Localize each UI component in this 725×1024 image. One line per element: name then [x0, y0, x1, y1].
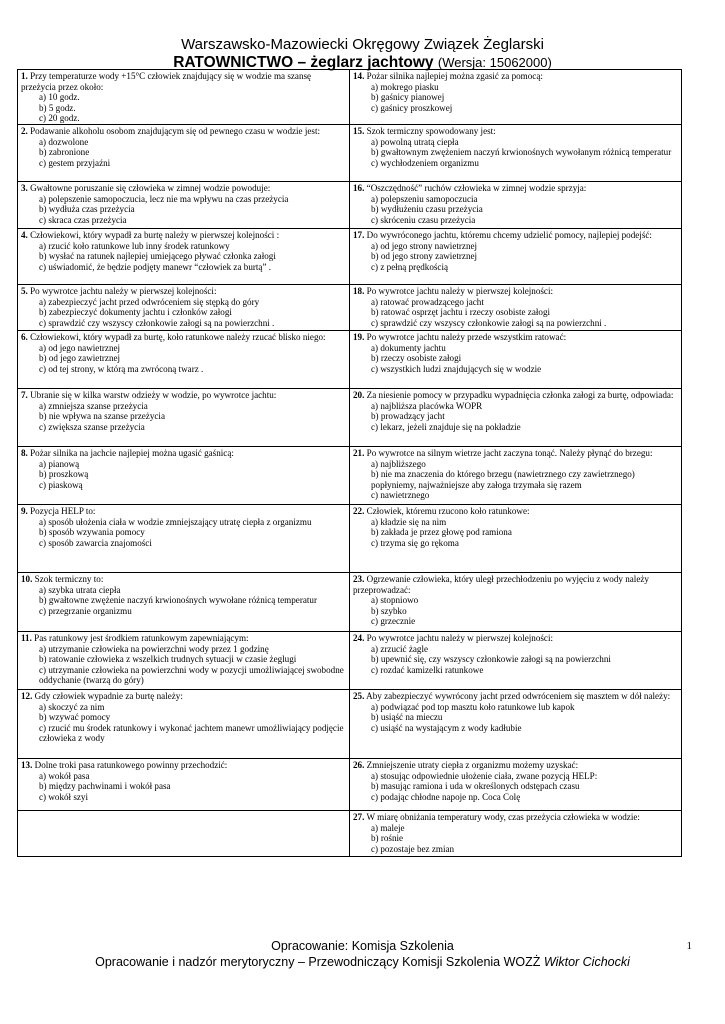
- answer-list: [353, 297, 678, 329]
- question-row: [18, 389, 682, 447]
- question-body: W miarę obniżania temperatury wody, czas przeżycia człowieka w wodzie:: [366, 812, 640, 822]
- question-body: Dolne troki pasa ratunkowego powinny przechodzić:: [34, 760, 228, 770]
- answer-option: b) między pachwinami i wokół pasa: [39, 781, 171, 792]
- title-version: (Wersja: 15062000): [437, 55, 552, 70]
- question-cell: [350, 505, 682, 573]
- title-main: RATOWNICTWO – żeglarz jachtowy: [173, 54, 434, 71]
- question-number: 14.: [353, 71, 365, 81]
- question-row: [18, 759, 682, 811]
- question-text: [353, 230, 678, 241]
- answer-option: c) gestem przyjaźni: [39, 157, 111, 168]
- answer-option: c) utrzymanie człowieka na powierzchni wody w pozycji umożliwiającej swobodne oddychanie (twarzą do góry): [39, 664, 344, 686]
- footer-line-2: [0, 954, 725, 970]
- answer-option: c) pozostaje bez zmian: [371, 843, 455, 854]
- answer-option: c) wychłodzeniem organizmu: [371, 157, 479, 168]
- question-number: 15.: [353, 126, 365, 136]
- answer-option: a) pianową: [39, 458, 80, 469]
- question-body: Za niesienie pomocy w przypadku wypadnięcia członka załogi za burtę, odpowiada:: [366, 390, 674, 400]
- answer-option: b) sposób wzywania pomocy: [39, 527, 145, 538]
- question-cell: [18, 505, 350, 573]
- footer-line-2-prefix: Opracowanie i nadzór merytoryczny – Przewodniczący Komisji Szkolenia WOZŻ: [95, 955, 544, 969]
- question-number: 25.: [353, 691, 365, 701]
- answer-option: c) gaśnicy proszkowej: [371, 102, 453, 113]
- answer-option: b) usiąść na mieczu: [371, 712, 443, 723]
- question-cell: [350, 389, 682, 447]
- answer-list: [21, 401, 346, 433]
- question-text: [21, 691, 346, 702]
- question-cell: [18, 331, 350, 389]
- answer-list: [21, 194, 346, 226]
- answer-option: a) polepszeniu samopoczucia: [371, 193, 478, 204]
- question-body: Po wywrotce jachtu należy przede wszystkim ratować:: [366, 332, 567, 342]
- question-body: Podawanie alkoholu osobom znajdującym się od pewnego czasu w wodzie jest:: [30, 126, 321, 136]
- answer-list: [353, 343, 678, 375]
- question-number: 5.: [21, 286, 28, 296]
- answer-option: b) od jego strony zawietrznej: [371, 251, 478, 262]
- question-text: [353, 633, 678, 644]
- question-body: Ubranie się w kilka warstw odzieży w wodzie, po wywrotce jachtu:: [30, 390, 277, 400]
- answer-option: c) wokół szyi: [39, 791, 88, 802]
- question-number: 18.: [353, 286, 365, 296]
- question-body: Pozycja HELP to:: [30, 506, 96, 516]
- answer-option: a) kładzie się na nim: [371, 516, 447, 527]
- question-body: Gwałtowne poruszanie się człowieka w zimnej wodzie powoduje:: [30, 183, 271, 193]
- answer-option: a) podwiązać pod top masztu koło ratunkowe lub kapok: [371, 701, 575, 712]
- question-cell: [18, 285, 350, 331]
- answer-option: a) mokrego piasku: [371, 81, 439, 92]
- answer-option: a) powolną utratą ciepła: [371, 136, 459, 147]
- answer-option: c) grzecznie: [371, 616, 416, 627]
- question-number: 21.: [353, 448, 365, 458]
- question-cell: [18, 70, 350, 125]
- question-number: 12.: [21, 691, 33, 701]
- answer-list: [353, 644, 678, 676]
- question-body: Pożar silnika na jachcie najlepiej można ugasić gaśnicą:: [30, 448, 234, 458]
- question-number: 7.: [21, 390, 28, 400]
- answer-list: [353, 823, 678, 855]
- answer-option: a) najbliższego: [371, 458, 426, 469]
- answer-option: a) sposób ułożenia ciała w wodzie zmniejszający utratę ciepła z organizmu: [39, 516, 312, 527]
- answer-option: a) najbliższa placówka WOPR: [371, 400, 483, 411]
- question-text: [21, 506, 346, 517]
- question-cell: [350, 70, 682, 125]
- answer-option: a) wokół pasa: [39, 770, 90, 781]
- answer-list: [21, 241, 346, 273]
- question-cell: [350, 811, 682, 857]
- question-cell: [350, 632, 682, 690]
- answer-list: [353, 771, 678, 803]
- answer-option: a) dokumenty jachtu: [371, 342, 446, 353]
- question-text: [21, 230, 346, 241]
- question-text: [353, 506, 678, 517]
- answer-option: c) usiąść na wystającym z wody kadłubie: [371, 722, 522, 733]
- question-body: Ogrzewanie człowieka, który uległ przechłodzeniu po wyjęciu z wody należy przeprowadzać:: [353, 574, 649, 595]
- question-body: Po wywrotce jachtu należy w pierwszej kolejności:: [30, 286, 217, 296]
- answer-list: [353, 82, 678, 114]
- question-body: Po wywrotce jachtu należy w pierwszej kolejności:: [366, 633, 554, 643]
- question-row: [18, 285, 682, 331]
- answer-option: c) nawietrznego: [371, 490, 430, 501]
- question-number: 10.: [21, 574, 33, 584]
- answer-option: c) uświadomić, że będzie podjęty manewr “człowiek za burtą” .: [39, 261, 272, 272]
- question-number: 13.: [21, 760, 33, 770]
- answer-option: b) wysłać na ratunek najlepiej umiejącego pływać członka załogi: [39, 251, 276, 262]
- answer-option: c) rozdać kamizelki ratunkowe: [371, 664, 484, 675]
- answer-option: b) masując ramiona i uda w określonych odstępach czasu: [371, 781, 580, 792]
- question-row: [18, 182, 682, 229]
- answer-option: c) przegrzanie organizmu: [39, 605, 132, 616]
- question-text: [21, 574, 346, 585]
- question-number: 9.: [21, 506, 28, 516]
- answer-option: b) 5 godz.: [39, 102, 76, 113]
- answer-option: a) od jego nawietrznej: [39, 342, 121, 353]
- answer-option: a) skoczyć za nim: [39, 701, 105, 712]
- question-cell: [350, 759, 682, 811]
- question-row: [18, 331, 682, 389]
- question-cell: [18, 389, 350, 447]
- question-row: [18, 229, 682, 285]
- question-text: [21, 760, 346, 771]
- question-number: 27.: [353, 812, 365, 822]
- question-row: [18, 505, 682, 573]
- question-cell: [350, 447, 682, 505]
- answer-list: [21, 644, 346, 686]
- answer-list: [353, 194, 678, 226]
- question-cell: [18, 759, 350, 811]
- answer-option: c) lekarz, jeżeli znajduje się na pokładzie: [371, 421, 521, 432]
- question-text: [353, 332, 678, 343]
- answer-list: [353, 595, 678, 627]
- question-body: Pożar silnika najlepiej można zgasić za pomocą:: [366, 71, 543, 81]
- answer-list: [21, 137, 346, 169]
- question-text: [353, 183, 678, 194]
- question-number: 16.: [353, 183, 365, 193]
- answer-list: [353, 459, 678, 501]
- question-text: [353, 691, 678, 702]
- question-cell: [350, 331, 682, 389]
- answer-list: [353, 137, 678, 169]
- answer-list: [21, 517, 346, 549]
- answer-option: b) gaśnicy pianowej: [371, 92, 445, 103]
- question-cell: [18, 573, 350, 632]
- question-cell: [350, 285, 682, 331]
- answer-option: c) trzyma się go rękoma: [371, 537, 459, 548]
- answer-option: c) wszystkich ludzi znajdujących się w wodzie: [371, 363, 542, 374]
- answer-option: a) 10 godz.: [39, 92, 80, 103]
- answer-list: [353, 241, 678, 273]
- question-text: [353, 71, 678, 82]
- question-text: [21, 633, 346, 644]
- question-row: [18, 811, 682, 857]
- question-row: [18, 690, 682, 759]
- answer-list: [21, 459, 346, 491]
- answer-option: b) gwałtowne zwężenie naczyń krwionośnych wywołane różnicą temperatur: [39, 595, 318, 606]
- answer-list: [353, 702, 678, 734]
- question-body: Pas ratunkowy jest środkiem ratunkowym zapewniającym:: [34, 633, 249, 643]
- page-number: 1: [686, 940, 692, 952]
- answer-option: b) ratować osprzęt jachtu i rzeczy osobiste załogi: [371, 307, 551, 318]
- footer-author: Wiktor Cichocki: [543, 955, 630, 969]
- question-cell: [350, 182, 682, 229]
- answer-list: [21, 343, 346, 375]
- answer-option: b) proszkową: [39, 469, 89, 480]
- question-text: [353, 812, 678, 823]
- question-body: Człowiekowi, który wypadł za burtę należy w pierwszej kolejności :: [30, 230, 280, 240]
- question-text: [21, 126, 346, 137]
- question-cell: [18, 182, 350, 229]
- question-number: 22.: [353, 506, 365, 516]
- answer-option: b) upewnić się, czy wszyscy członkowie załogi są na powierzchni: [371, 654, 611, 665]
- question-cell: [350, 690, 682, 759]
- question-text: [21, 71, 346, 92]
- question-body: Gdy człowiek wypadnie za burtę należy:: [34, 691, 183, 701]
- question-text: [353, 574, 678, 595]
- question-number: 6.: [21, 332, 28, 342]
- question-row: [18, 573, 682, 632]
- question-cell: [350, 229, 682, 285]
- question-text: [353, 760, 678, 771]
- answer-option: b) zabronione: [39, 147, 90, 158]
- answer-option: b) wydłuża czas przeżycia: [39, 204, 135, 215]
- question-number: 23.: [353, 574, 365, 584]
- organization-name: Warszawsko-Mazowiecki Okręgowy Związek Żeglarski: [181, 36, 544, 53]
- answer-option: a) szybka utrata ciepła: [39, 584, 121, 595]
- answer-option: a) od jego strony nawietrznej: [371, 240, 478, 251]
- question-cell: [18, 811, 350, 857]
- answer-option: b) wzywać pomocy: [39, 712, 111, 723]
- question-row: [18, 70, 682, 125]
- question-body: Do wywróconego jachtu, któremu chcemy udzielić pomocy, najlepiej podejść:: [366, 230, 652, 240]
- answer-option: b) ratowanie człowieka z wszelkich trudnych sytuacji w czasie żeglugi: [39, 654, 297, 665]
- question-text: [21, 332, 346, 343]
- answer-option: a) utrzymanie człowieka na powierzchni wody przez 1 godzinę: [39, 643, 269, 654]
- answer-option: a) zmniejsza szanse przeżycia: [39, 400, 148, 411]
- answer-option: c) 20 godz.: [39, 113, 80, 124]
- question-number: 24.: [353, 633, 365, 643]
- question-number: 19.: [353, 332, 365, 342]
- questions-table: [17, 69, 682, 857]
- question-body: Człowiekowi, który wypadł za burtę, koło ratunkowe należy rzucać blisko niego:: [30, 332, 326, 342]
- question-cell: [18, 690, 350, 759]
- answer-option: a) dozwolone: [39, 136, 89, 147]
- answer-option: b) rzeczy osobiste załogi: [371, 353, 462, 364]
- answer-option: c) sposób zawarcia znajomości: [39, 537, 152, 548]
- answer-option: c) podając chłodne napoje np. Coca Colę: [371, 791, 521, 802]
- answer-option: a) stosując odpowiednie ułożenie ciała, zwane pozycją HELP:: [371, 770, 598, 781]
- answer-option: b) rośnie: [371, 833, 404, 844]
- question-text: [353, 286, 678, 297]
- question-cell: [350, 125, 682, 182]
- answer-list: [21, 702, 346, 744]
- question-body: Szok termiczny to:: [34, 574, 104, 584]
- question-number: 3.: [21, 183, 28, 193]
- answer-option: c) piaskową: [39, 479, 83, 490]
- question-number: 20.: [353, 390, 365, 400]
- question-number: 26.: [353, 760, 365, 770]
- answer-list: [21, 297, 346, 329]
- answer-option: a) zabezpieczyć jacht przed odwróceniem się stępką do góry: [39, 296, 260, 307]
- question-text: [21, 390, 346, 401]
- answer-option: a) ratować prowadzącego jacht: [371, 296, 484, 307]
- answer-list: [353, 517, 678, 549]
- question-cell: [18, 125, 350, 182]
- footer-line-1: Opracowanie: Komisja Szkolenia: [271, 939, 454, 953]
- question-body: Zmniejszenie utraty ciepła z organizmu możemy uzyskać:: [366, 760, 579, 770]
- answer-list: [21, 92, 346, 124]
- question-number: 2.: [21, 126, 28, 136]
- answer-option: a) polepszenie samopoczucia, lecz nie ma wpływu na czas przeżycia: [39, 193, 289, 204]
- question-row: [18, 447, 682, 505]
- question-body: “Oszczędność” ruchów człowieka w zimnej wodzie sprzyja:: [366, 183, 587, 193]
- answer-option: a) zrzucić żagle: [371, 643, 429, 654]
- question-body: Szok termiczny spowodowany jest:: [366, 126, 496, 136]
- question-text: [21, 286, 346, 297]
- question-cell: [18, 632, 350, 690]
- answer-list: [21, 771, 346, 803]
- question-text: [353, 448, 678, 459]
- question-text: [21, 448, 346, 459]
- answer-option: c) skróceniu czasu przeżycia: [371, 214, 476, 225]
- question-row: [18, 632, 682, 690]
- answer-option: a) maleje: [371, 822, 405, 833]
- question-cell: [18, 229, 350, 285]
- answer-option: b) nie ma znaczenia do którego brzegu (nawietrznego czy zawietrznego) popłyniemy, najważniejsze aby załoga trzymała się razem: [371, 469, 635, 490]
- answer-option: b) gwałtownym zwężeniem naczyń krwionośnych wywołanym różnicą temperatur: [371, 147, 672, 158]
- answer-option: b) wydłużeniu czasu przeżycia: [371, 204, 483, 215]
- answer-option: c) z pełną prędkością: [371, 261, 449, 272]
- question-cell: [350, 573, 682, 632]
- answer-option: a) stopniowo: [371, 595, 419, 606]
- question-body: Człowiek, któremu rzucono koło ratunkowe:: [366, 506, 530, 516]
- question-text: [21, 183, 346, 194]
- question-body: Przy temperaturze wody +15°C człowiek znajdujący się w wodzie ma szansę przeżycia przez około:: [21, 71, 312, 92]
- answer-option: b) szybko: [371, 605, 407, 616]
- answer-option: b) zabezpieczyć dokumenty jachtu i członków załogi: [39, 307, 232, 318]
- answer-list: [353, 401, 678, 433]
- question-body: Aby zabezpieczyć wywrócony jacht przed odwróceniem się masztem w dół należy:: [366, 691, 671, 701]
- answer-option: b) prowadzący jacht: [371, 411, 445, 422]
- question-text: [353, 126, 678, 137]
- question-body: Po wywrotce na silnym wietrze jacht zaczyna tonąć. Należy płynąć do brzegu:: [366, 448, 653, 458]
- answer-option: c) od tej strony, w którą ma zwróconą twarz .: [39, 363, 204, 374]
- answer-list: [21, 585, 346, 617]
- question-number: 1.: [21, 71, 28, 81]
- question-row: [18, 125, 682, 182]
- question-text: [353, 390, 678, 401]
- question-number: 11.: [21, 633, 32, 643]
- answer-option: c) sprawdzić czy wszyscy członkowie załogi są na powierzchni .: [371, 317, 607, 328]
- answer-option: c) sprawdzić czy wszyscy członkowie załogi są na powierzchni .: [39, 317, 275, 328]
- answer-option: c) skraca czas przeżycia: [39, 214, 127, 225]
- answer-option: c) zwiększa szanse przeżycia: [39, 421, 145, 432]
- question-number: 8.: [21, 448, 28, 458]
- question-number: 4.: [21, 230, 28, 240]
- answer-option: b) zakłada je przez głowę pod ramiona: [371, 527, 512, 538]
- answer-option: a) rzucić koło ratunkowe lub inny środek ratunkowy: [39, 240, 230, 251]
- question-body: Po wywrotce jachtu należy w pierwszej kolejności:: [366, 286, 554, 296]
- question-number: 17.: [353, 230, 365, 240]
- document-header: [0, 36, 725, 72]
- question-cell: [18, 447, 350, 505]
- answer-option: b) od jego zawietrznej: [39, 353, 121, 364]
- answer-option: c) rzucić mu środek ratunkowy i wykonać jachtem manewr umożliwiający podjęcie człowieka z wody: [39, 722, 344, 744]
- answer-option: b) nie wpływa na szanse przeżycia: [39, 411, 165, 422]
